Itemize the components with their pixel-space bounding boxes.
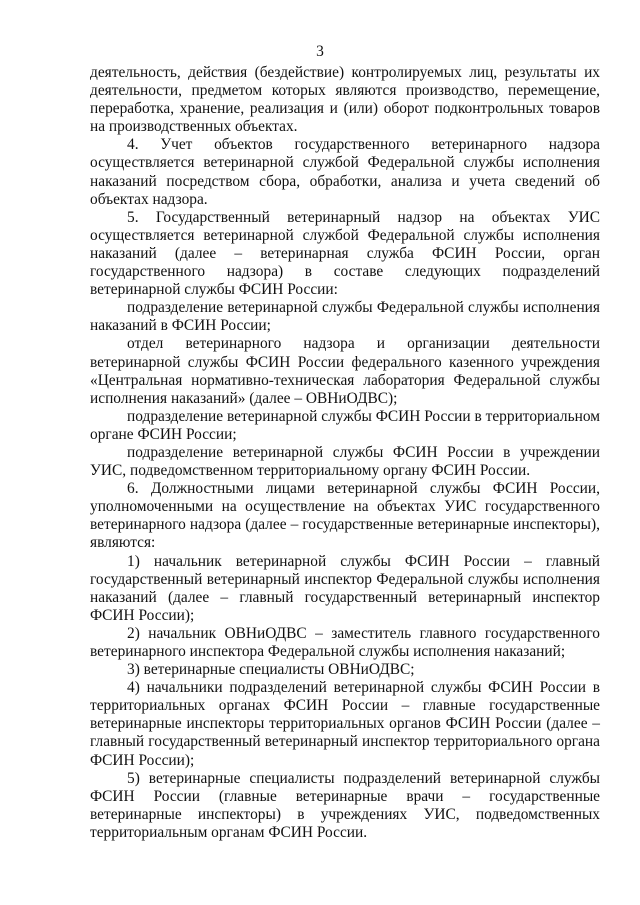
paragraph-item-5: 5. Государственный ветеринарный надзор на объектах УИС осуществляется ветеринарной службой Федеральной службы исполнения наказаний (далее – ветеринарная служба ФСИН России, орган государственного надзора) в составе следующих подразделений ветеринарной службы ФСИН России: [90, 208, 600, 299]
paragraph-continuation: деятельность, действия (бездействие) контролируемых лиц, результаты их деятельности, предметом которых являются производство, перемещение, переработка, хранение, реализация и (или) оборот подконтрольных товаров на производственных объектах. [90, 64, 600, 136]
paragraph-subdivision-fsin: подразделение ветеринарной службы Федеральной службы исполнения наказаний в ФСИН России; [90, 299, 600, 335]
paragraph-official-5: 5) ветеринарные специалисты подразделений ветеринарной службы ФСИН России (главные ветеринарные врачи – государственные ветеринарные инспекторы) в учреждениях УИС, подведомственных территориальным органам ФСИН России. [90, 769, 600, 841]
paragraph-official-3: 3) ветеринарные специалисты ОВНиОДВС; [127, 661, 415, 679]
paragraph-subdivision-institution: подразделение ветеринарной службы ФСИН России в учреждении УИС, подведомственном территориальному органу ФСИН России. [90, 443, 600, 480]
paragraph-subdivision-ovniodvs: отдел ветеринарного надзора и организации деятельности ветеринарной службы ФСИН России федерального казенного учреждения «Центральная нормативно-техническая лаборатория Федеральной службы исполнения наказаний» (далее – ОВНиОДВС); [90, 335, 600, 407]
paragraph-item-4: 4. Учет объектов государственного ветеринарного надзора осуществляется ветеринарной службой Федеральной службы исполнения наказаний посредством сбора, обработки, анализа и учета сведений об объектах надзора. [90, 136, 600, 208]
paragraph-official-1: 1) начальник ветеринарной службы ФСИН России – главный государственный ветеринарный инспектор Федеральной службы исполнения наказаний (далее – главный государственный ветеринарный инспектор ФСИН России); [90, 552, 600, 624]
paragraph-subdivision-territorial: подразделение ветеринарной службы ФСИН России в территориальном органе ФСИН России; [90, 407, 600, 443]
paragraph-item-6: 6. Должностными лицами ветеринарной службы ФСИН России, уполномоченными на осуществление на объектах УИС государственного ветеринарного надзора (далее – государственные ветеринарные инспекторы), являются: [90, 480, 600, 552]
paragraph-official-4: 4) начальники подразделений ветеринарной службы ФСИН России в территориальных органах ФСИН России – главные государственные ветеринарные инспекторы территориальных органов ФСИН России (далее – главный государственный ветеринарный инспектор территориального органа ФСИН России); [90, 679, 600, 769]
page-number: 3 [316, 43, 324, 60]
paragraph-official-2: 2) начальник ОВНиОДВС – заместитель главного государственного ветеринарного инспектора Федеральной службы исполнения наказаний; [90, 624, 600, 660]
document-body [90, 64, 600, 842]
